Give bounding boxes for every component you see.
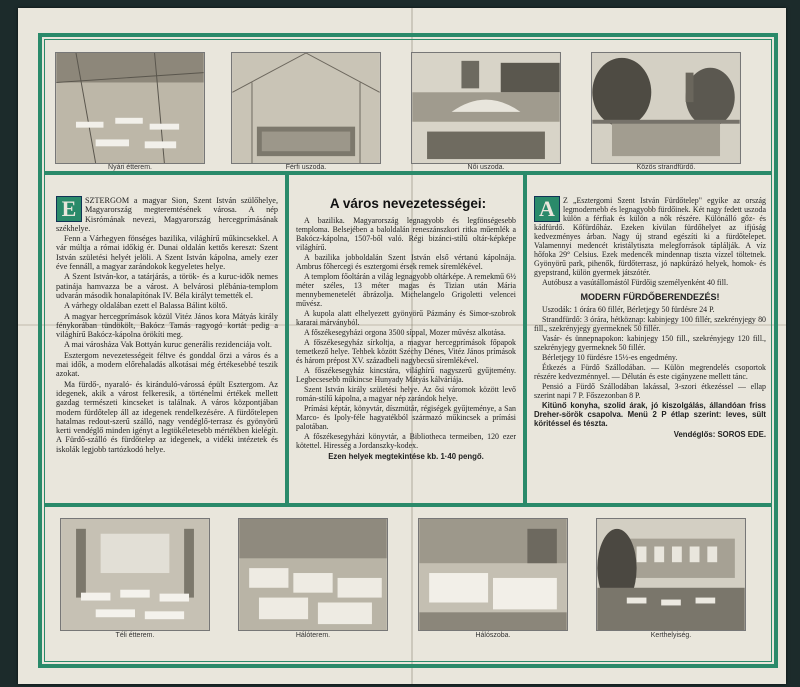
photo-common-strand	[591, 52, 741, 164]
sight-paragraph: Prímási képtár, könyvtár, díszmütár, régiségek gyűjteménye, a San Marco- és Ipoly-féle hagyatékból származó műkincsek a prímási palotában.	[296, 404, 516, 431]
photo-womens-pool	[411, 52, 561, 164]
price-line: Strandfürdő: 3 órára, hétköznap: kabinjegy 100 fillér, szekrényjegy 80 fill., szekrényjegy gyermeknek 50 fillér.	[534, 315, 766, 333]
photo-mens-pool	[231, 52, 381, 164]
left-paragraph: A Szent István-kor, a tatárjárás, a török- és a kuruc-idők nemes patinája hamvazza be a várost. A belvárosi plébánia-templom udvarán második honalapítónak IV. Béla királyt temették el.	[56, 272, 278, 300]
sight-paragraph: A főszékesegyház sírkoltja, a magyar hercegprímások főpapok temetkező helye. Tehbek között Széchy Dénes, Vitéz János prímások és három prépost XV. századbeli nagybecsű síremlékével.	[296, 338, 516, 365]
sight-paragraph: Szent István király születési helye. Az ősi váromok között levő román-stílű kápolna, a magyar nép zarándok helye.	[296, 385, 516, 403]
photo-summer-restaurant	[55, 52, 205, 164]
price-line: Bérletjegy 10 fürdésre 15½-es engedmény.	[542, 353, 678, 362]
food-paragraph: Kitünő konyha, szolid árak, jó kiszolgálás, állandóan friss Dreher-sörök csapolva. Menü 2 P étlap szerint: leves, sült köritéssel és tészta.	[534, 401, 766, 428]
dropcap-e: E	[56, 196, 82, 222]
caption-mens-pool: Férfi uszoda.	[285, 164, 327, 171]
left-paragraph: A várhegy oldalában ezett el Balassa Bálint költő.	[64, 301, 228, 311]
caption-dormitory: Hálóterem.	[295, 632, 331, 639]
caption-common-strand: Közös strandfürdő.	[636, 164, 696, 171]
photo-dormitory	[238, 518, 388, 631]
bottom-divider	[44, 503, 772, 507]
modern-facilities-title: MODERN FÜRDŐBERENDEZÉS!	[580, 292, 720, 302]
right-text-divider	[523, 175, 527, 503]
left-paragraph: A mai városháza Vak Bottyán kuruc generális rezidenciája volt.	[64, 340, 272, 350]
spa-paragraph: Z „Esztergomi Szent István Fürdőtelep" egyike az ország legmodernebb és legnagyobb fürdőinek. Két nagy fedett uszoda külön a férfiak és külön a nők részére. Különálló gőz- és kádfürdő. Kőfürdőház. Ezeken kívülan fürdőhelyet az ifjúság kedvezményes árban. Nagy új strand egészíti ki a fürdőtelepet. Valamennyi medencét kristálytiszta melegforrások táplálják. A víz hőfoka 29° Celsius. Ezek medencék mindennap tiszta vízzel töltetnek. Gyönyörű park, pihenők, fürdőterrasz, jó napkúrázó helyek, homok- és gyepstrand, külön gyermek játszótér.	[534, 196, 766, 277]
left-paragraph: SZTERGOM a magyar Sion, Szent István szülőhelye, Magyarország megteremtésének városa. A nép Kisrómának nevezi, Magyarország hercegprímásának székhelye.	[56, 196, 278, 233]
photo-winter-restaurant	[60, 518, 210, 631]
bus-note: Autóbusz a vasútállomástól Fürdőig személyenként 40 fill.	[542, 278, 729, 287]
caption-winter-restaurant: Téli étterem.	[115, 632, 155, 639]
sights-price-note: Ezen helyek megtekintése kb. 1·40 pengő.	[328, 452, 484, 461]
caption-womens-pool: Női uszoda.	[467, 164, 505, 171]
left-text-divider	[285, 175, 289, 503]
caption-garden: Kerthelyiség.	[650, 632, 692, 639]
dropcap-a: A	[534, 196, 560, 222]
sight-paragraph: A bazilika. Magyarország legnagyobb és legfönségesebb temploma. Belsejében a baloldalán reneszánszkori ritka műemlék a Bakócz-kápolna, 1507-ből való. Régi bizánci-stílű oltár-képképe világhírű.	[296, 216, 516, 252]
left-paragraph: Ma fürdő-, nyaraló- és kiránduló-várossá épült Esztergom. Az idegenek, akik a várost felkeresik, a történelmi értékek mellett gazdag természeti kincseket is találnak. A város központjában modern fürdőtelep áll az idegenek rendelkezésére. A fürdőtelepen hatalmas redout-szerű szálló, nagy vendéglő-terrasz és gyönyörű kerti vendéglő minden igényt a legtökéletesebb mértékben kielégít. A Fürdő-szálló és fürdőtelep az idegenek, a vidéki intézetek és iskolák legjobb tartózkodó helye.	[56, 379, 278, 454]
right-text-column	[534, 196, 766, 439]
photo-garden	[596, 518, 746, 631]
middle-text-column	[296, 216, 516, 461]
sight-paragraph: A főszékesegyházi orgona 3500 síppal, Mozer művész alkotása.	[304, 328, 506, 337]
top-divider	[44, 171, 772, 175]
left-paragraph: A magyar hercegprímások közül Vitéz János kora Mátyás király fénykorában tündökölt, Bakócz Tamás ragyogó kortát pedig a világhírű Bakócz-kápolna örökíti meg.	[56, 311, 278, 340]
price-line: Vasár- és ünnepnapokon: kabinjegy 150 fill., szekrényjegy 120 fill., szekrényjegy gyermeknek 50 fillér.	[534, 334, 766, 352]
sight-paragraph: A kupola alatt elhelyezett gyönyörű Pázmány és Simor-szobrok kararai márványból.	[296, 309, 516, 327]
caption-bedroom: Hálószoba.	[475, 632, 511, 639]
photo-bedroom	[418, 518, 568, 631]
sight-paragraph: A templom főoltárán a világ legnagyobb oltárképe. A remekmű 6½ méter széles, 13 méter magas és Tizian után Mária mennybemenetelét ábrázolja. Michelangelo Grigoletti velencei művész.	[296, 272, 516, 308]
restaurateur-signature: Vendéglős: SOROS EDE.	[673, 430, 766, 439]
food-paragraph: Étkezés a Fürdő Szállodában. — Külön megrendelés csoportok részére kedvezménnyel. — Délután és este cigányzene mellett tánc.	[534, 363, 766, 381]
left-text-column	[56, 196, 278, 455]
sight-paragraph: A bazilika jobboldalán Szent István első vértanú kápolnája. Ambrus főhercegi és esztergomi érsek remek síremlékével.	[296, 253, 516, 271]
sight-paragraph: A főszékesegyházi könyvtár, a Bibliotheca termeiben, 120 ezer kötettel. Hiresség a Jordanszky-kodex.	[296, 432, 516, 450]
left-paragraph: Esztergom nevezetességeit féltve és gonddal őrzi a város és a mai idők, a modern előrehaladás alkotásai még értékesebbé teszik azokat.	[56, 350, 278, 379]
caption-summer-restaurant: Nyári étterem.	[108, 164, 152, 171]
price-line: Uszodák: 1 órára 60 fillér, Bérletjegy 50 fürdésre 24 P.	[542, 305, 715, 314]
sight-paragraph: A főszékesegyház kincstára, világhírű nagyszerű gyűjtemény. Legbecsesebb műkincse Hunyady Mátyás kálváriája.	[296, 366, 516, 384]
food-paragraph: Pensió a Fürdő Szállodában lakással, 3-szori étkezéssel — ellap szerint napi 7 P. Főszezonban 8 P.	[534, 382, 766, 400]
sights-title: A város nevezetességei:	[329, 196, 487, 211]
left-paragraph: Fenn a Várhegyen fönséges bazilika, világhírű műkincsekkel. A vár múltja a római időkig ér. Dunai oldalán kettős kereszt: Szent István születési helyét jelöli. A Szent István kápolna, amely ezer éve fennáll, a magyar zarándokok kegyeletes helye.	[56, 234, 278, 272]
brochure-sheet	[18, 8, 786, 684]
